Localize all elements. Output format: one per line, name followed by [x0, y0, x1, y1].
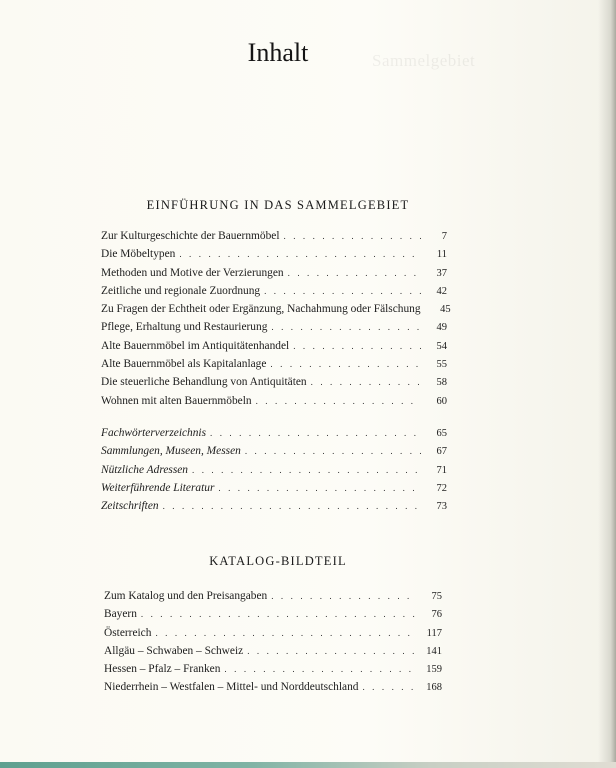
toc-entry-page: 76 [431, 609, 442, 621]
toc-entry [101, 445, 447, 463]
toc-entry-page: 159 [426, 664, 442, 676]
dot-leader [264, 286, 421, 296]
toc-entry [104, 627, 442, 645]
toc-entry [101, 500, 447, 518]
toc-entry-label: Weiterführende Literatur [101, 481, 215, 494]
toc-entry-label: Methoden und Motive der Verzierungen [101, 266, 284, 279]
toc-entry-label: Österreich [104, 626, 152, 639]
dot-leader [224, 664, 416, 674]
toc-entry [101, 230, 447, 248]
dot-leader [362, 682, 416, 692]
toc-list-einfuehrung [101, 230, 451, 413]
dot-leader [192, 465, 421, 475]
toc-entry [101, 267, 447, 285]
toc-entry-label: Zeitschriften [101, 500, 159, 513]
dot-leader [256, 396, 421, 406]
toc-entry-page: 54 [436, 340, 447, 352]
toc-entry-page: 11 [436, 249, 447, 261]
toc-entry-page: 72 [436, 482, 447, 494]
toc-entry-page: 42 [436, 285, 447, 297]
toc-entry-label: Wohnen mit alten Bauernmöbeln [101, 394, 252, 407]
toc-entry-label: Die Möbeltypen [101, 248, 176, 261]
toc-entry [101, 427, 447, 445]
page-edge-shadow [598, 0, 616, 768]
dot-leader [210, 428, 421, 438]
dot-leader [288, 268, 421, 278]
dot-leader [155, 628, 416, 638]
dot-leader [179, 249, 421, 259]
toc-entry-label: Fachwörterverzeichnis [101, 427, 207, 439]
toc-entry-page: 141 [426, 645, 442, 657]
dot-leader [141, 609, 416, 619]
toc-entry-label: Zu Fragen der Echtheit oder Ergänzung, Nachahmung oder Fälschung [101, 303, 421, 316]
section-heading-einfuehrung: EINFÜHRUNG IN DAS SAMMELGEBIET [146, 198, 410, 212]
toc-entry-label: Alte Bauernmöbel im Antiquitätenhandel [101, 339, 290, 352]
toc-entry [101, 340, 447, 358]
toc-entry-label: Allgäu – Schwaben – Schweiz [104, 644, 244, 657]
toc-list-appendix [101, 427, 447, 518]
toc-entry-page: 71 [436, 464, 447, 476]
toc-entry-label: Hessen – Pfalz – Franken [104, 663, 221, 676]
toc-entry-label: Pflege, Erhaltung und Restaurierung [101, 321, 268, 334]
dot-leader [311, 377, 421, 387]
dot-leader [271, 322, 421, 332]
section-heading-katalog: KATALOG-BILDTEIL [209, 554, 347, 568]
scan-bottom-edge [0, 762, 616, 768]
toc-entry-label: Niederrhein – Westfalen – Mittel- und Norddeutschland [104, 681, 359, 694]
dot-leader [163, 501, 421, 511]
toc-entry-page: 58 [436, 377, 447, 389]
toc-entry [101, 358, 447, 376]
toc-entry-label: Alte Bauernmöbel als Kapitalanlage [101, 358, 267, 371]
toc-entry-label: Die steuerliche Behandlung von Antiquitäten [101, 376, 307, 389]
toc-entry-page: 75 [431, 591, 442, 602]
toc-entry-label: Zur Kulturgeschichte der Bauernmöbel [101, 230, 280, 242]
dot-leader [284, 231, 421, 241]
toc-entry [104, 645, 442, 663]
toc-entry [101, 464, 447, 482]
toc-entry-page: 73 [436, 501, 447, 513]
dot-leader [218, 483, 421, 493]
toc-entry-page: 55 [436, 359, 447, 371]
toc-entry [101, 285, 447, 303]
toc-entry [101, 482, 447, 500]
dot-leader [245, 446, 421, 456]
toc-entry-page: 117 [426, 627, 442, 639]
page-title: Inhalt [247, 38, 309, 67]
toc-entry-page: 168 [426, 682, 442, 694]
bleed-through-text: Sammelgebiet [372, 51, 476, 70]
toc-entry-page: 60 [436, 395, 447, 407]
toc-entry-page: 45 [440, 304, 451, 316]
dot-leader [247, 646, 416, 656]
toc-entry-page: 49 [436, 322, 447, 334]
toc-entry-label: Nützliche Adressen [101, 463, 189, 476]
toc-entry-page: 37 [436, 267, 447, 279]
toc-entry [101, 303, 451, 321]
dot-leader [271, 591, 416, 601]
toc-entry-page: 7 [441, 231, 447, 242]
toc-entry-label: Zeitliche und regionale Zuordnung [101, 284, 261, 297]
toc-entry [104, 681, 442, 699]
toc-entry-page: 65 [436, 428, 447, 439]
toc-entry-label: Sammlungen, Museen, Messen [101, 445, 241, 458]
toc-entry [104, 608, 442, 626]
toc-list-katalog [104, 590, 442, 700]
toc-entry-label: Bayern [104, 608, 137, 621]
dot-leader [270, 359, 421, 369]
toc-entry [101, 248, 447, 266]
dot-leader [293, 341, 421, 351]
toc-entry [101, 321, 447, 339]
toc-entry-label: Zum Katalog und den Preisangaben [104, 590, 268, 602]
toc-entry [101, 395, 447, 413]
toc-entry [104, 590, 442, 608]
toc-entry-page: 67 [436, 446, 447, 458]
toc-entry [104, 663, 442, 681]
toc-entry [101, 376, 447, 394]
